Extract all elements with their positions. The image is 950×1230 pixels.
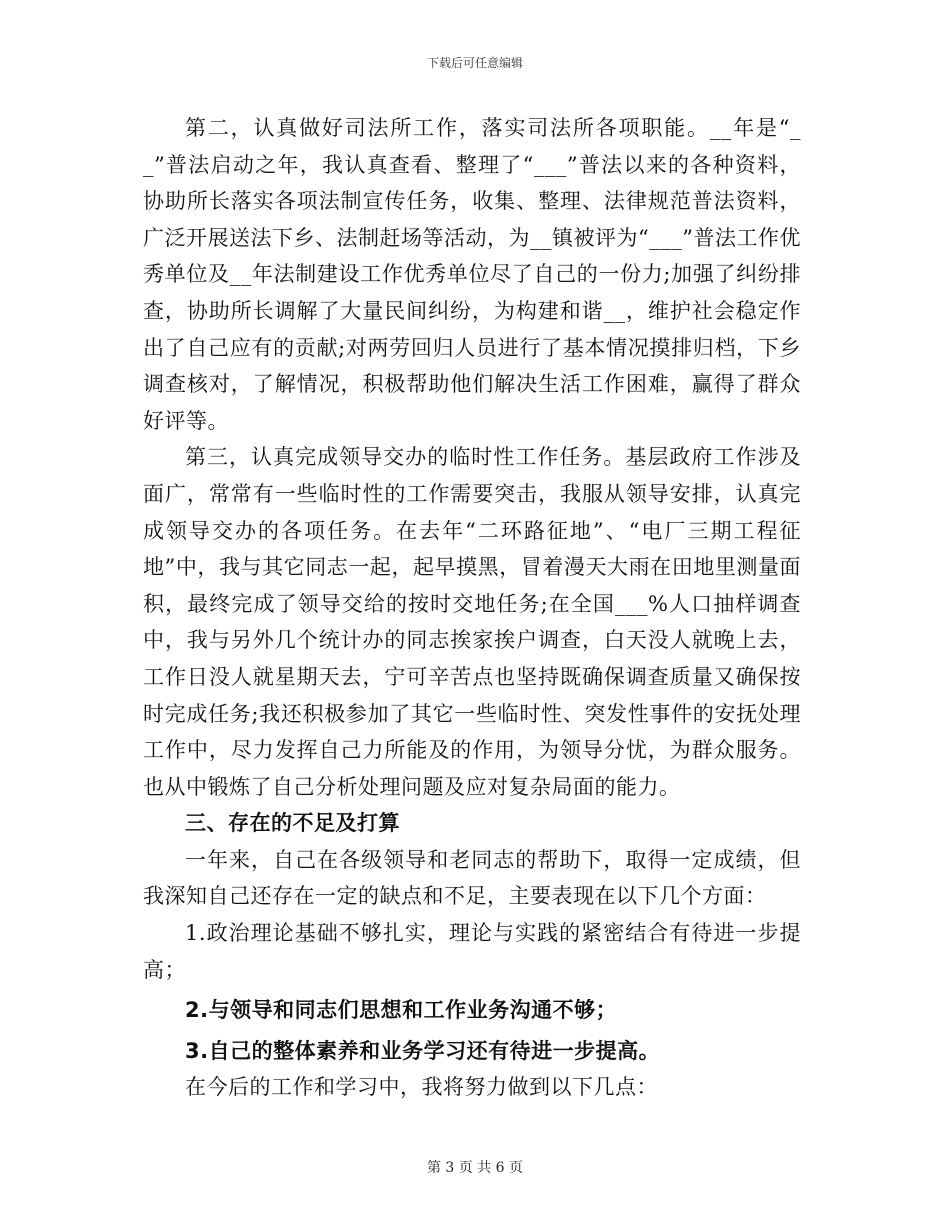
paragraph-closing: 在今后的工作和学习中，我将努力做到以下几点： [185, 1075, 658, 1100]
list-item-political-theory: 1.政治理论基础不够扎实，理论与实践的紧密结合有待进一步提高； [143, 921, 801, 982]
list-item-communication: 2.与领导和同志们思想和工作业务沟通不够； [185, 998, 618, 1023]
paragraph-section-intro: 一年来，自己在各级领导和老同志的帮助下，取得一定成绩，但我深知自己还存在一定的缺点和不足，主要表现在以下几个方面： [143, 847, 801, 909]
section-heading-shortcomings: 三、存在的不足及打算 [185, 810, 400, 836]
page-footer: 第 3 页 共 6 页 [426, 1160, 524, 1176]
paragraph-judicial-office: 第二，认真做好司法所工作，落实司法所各项职能。__年是“__”普法启动之年，我认真查看、整理了“___”普法以来的各种资料，协助所长落实各项法制宣传任务，收集、整理、法律规范普法资料，广泛开展送法下乡、法制赶场等活动，为__镇被评为“___”普法工作优秀单位及__年法制建设工作优秀单位尽了自己的一份力;加强了纠纷排查，协助所长调解了大量民间纠纷，为构建和谐__，维护社会稳定作出了自己应有的贡献;对两劳回归人员进行了基本情况摸排归档，下乡调查核对，了解情况，积极帮助他们解决生活工作困难，赢得了群众好评等。 [143, 116, 801, 433]
page-header: 下载后可任意编辑 [426, 56, 523, 70]
list-item-self-improvement: 3.自己的整体素养和业务学习还有待进一步提高。 [185, 1038, 661, 1063]
document-body [143, 110, 801, 1106]
paragraph-temporary-tasks: 第三，认真完成领导交办的临时性工作任务。基层政府工作涉及面广，常常有一些临时性的工作需要突击，我服从领导安排，认真完成领导交办的各项任务。在去年“二环路征地”、“电厂三期工程征地”中，我与其它同志一起，起早摸黑，冒着漫天大雨在田地里测量面积，最终完成了领导交给的按时交地任务;在全国___%人口抽样调查中，我与另外几个统计办的同志挨家挨户调查，白天没人就晚上去，工作日没人就星期天去，宁可辛苦点也坚持既确保调查质量又确保按时完成任务;我还积极参加了其它一些临时性、突发性事件的安抚处理工作中，尽力发挥自己力所能及的作用，为领导分忧，为群众服务。也从中锻炼了自己分析处理问题及应对复杂局面的能力。 [143, 445, 801, 799]
